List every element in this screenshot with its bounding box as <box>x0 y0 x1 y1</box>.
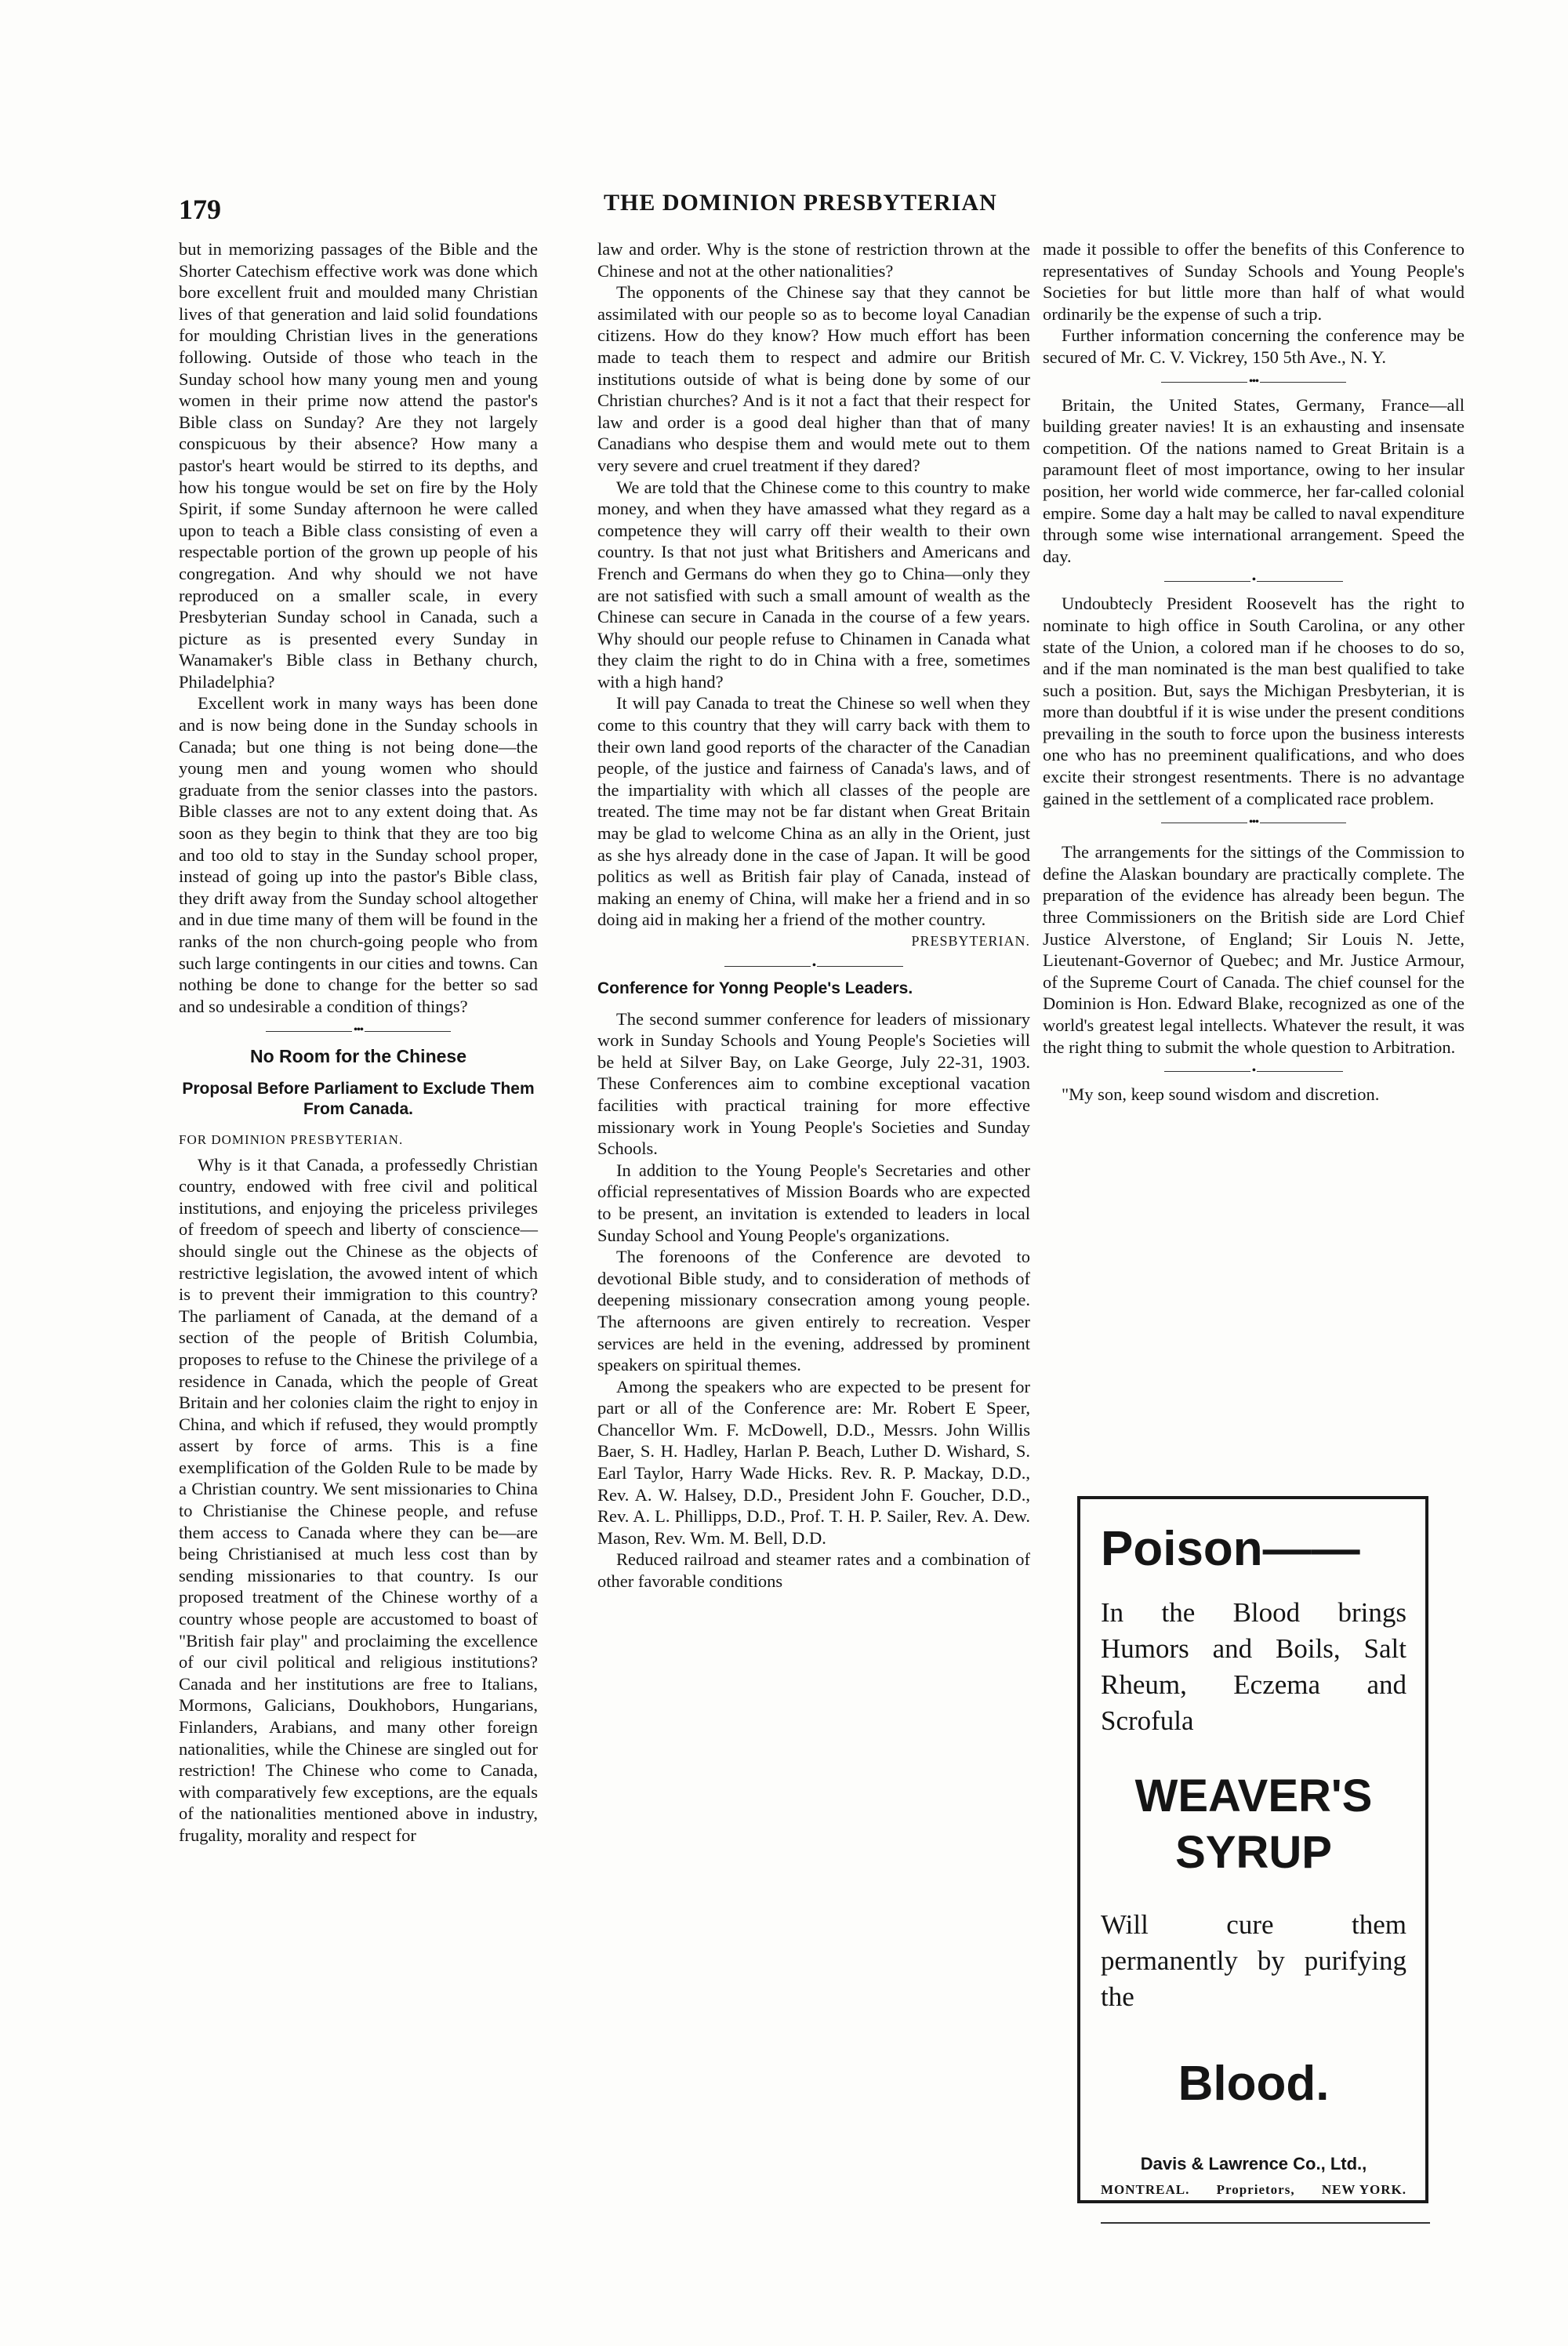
col1-paragraph-1: but in memorizing passages of the Bible and the Shorter Catechism effective work was done which bore excellent fruit and moulded many Christian lives of that generation and laid solid foundations for moulding Christian lives in the generations following. Outside of those who teach in the Sunday school how many young men and young women in their prime now attend the pastor's Bible class on Sunday? Are they not largely conspicuous by their absence? How many a pastor's heart would be stirred to its depths, and how his tongue would be set on fire by the Holy Spirit, if some Sunday afternoon he were called upon to teach a Bible class consisting of even a respectable portion of the grown up people of his congregation. And why should we not have reproduced on a smaller scale, in every Presbyterian Sunday school in Canada, such a picture as is presented every Sunday in Wanamaker's Bible class in Bethany church, Philadelphia? <box>179 239 538 692</box>
col2-paragraph-3: We are told that the Chinese come to this country to make money, and when they have amassed what they regard as a competence they will carry off their wealth to their own country. Is that not just what Britishers and Americans and French and Germans do when they go to China—only they are not satisfied with such a small amount of wealth as the Chinese can secure in Canada in the course of a few years. Why should our people refuse to Chinamen in Canada what they claim the right to do in China with a free, sometimes with a high hand? <box>597 477 1030 692</box>
ad-closing: Blood. <box>1178 2057 1330 2111</box>
ad-company: Davis & Lawrence Co., Ltd., <box>1140 2154 1367 2174</box>
running-head-title: THE DOMINION PRESBYTERIAN <box>604 190 997 216</box>
article-byline: FOR DOMINION PRESBYTERIAN. <box>179 1131 404 1147</box>
ad-footer <box>1101 2182 1406 2198</box>
col3-paragraph-4: Undoubtecly President Roosevelt has the right to nominate to high office in South Carolina, or any other state of the Union, a colored man if he chooses to do so, and if the man nominated is the man best qualified to take such a position. But, says the Michigan Presbyterian, it is more than doubtful if it is wise under the present conditions prevailing in the south to force upon the business interests one who has no preeminent qualifications, and who does excite their strongest resentments. There is no advantage gained in the settlement of a complicated race problem. <box>1043 594 1465 808</box>
ad-body-2: Will cure them permanently by purifying the <box>1101 1909 1406 2012</box>
section-separator: • <box>597 962 1030 971</box>
page-number: 179 <box>179 194 221 225</box>
ad-body-1: In the Blood brings Humors and Boils, Salt Rheum, Eczema and Scrofula <box>1101 1597 1406 1736</box>
section-separator: • <box>1043 1067 1465 1076</box>
article-subheading-chinese: Proposal Before Parliament to Exclude Them From Canada. <box>182 1079 535 1118</box>
ad-city-right: NEW YORK. <box>1321 2182 1406 2197</box>
column-1 <box>179 238 538 1847</box>
col2-paragraph-1: law and order. Why is the stone of restriction thrown at the Chinese and not at the other nationalities? <box>597 239 1030 281</box>
col3-paragraph-1: made it possible to offer the benefits of this Conference to representatives of Sunday Schools and Young People's Societies for but little more than half of what would ordinarily be the expense of such a trip. <box>1043 239 1465 324</box>
ad-city-left: MONTREAL. <box>1101 2182 1190 2197</box>
ad-product-name-2: SYRUP <box>1175 1827 1332 1878</box>
col2-paragraph-5: The second summer conference for leaders of missionary work in Sunday Schools and Young People's Societies will be held at Silver Bay, on Lake George, July 22-31, 1903. These Conferences aim to combine exceptional vacation facilities with practical training for more effective missionary work in Young People's Societies and Sunday Schools. <box>597 1008 1030 1159</box>
section-separator: • <box>1043 576 1465 585</box>
col2-paragraph-6: In addition to the Young People's Secretaries and other official representatives of Mission Boards who are expected to be present, an invitation is extended to leaders in local Sunday School and Young People's organizations. <box>597 1160 1030 1245</box>
article-heading-chinese: No Room for the Chinese <box>249 1046 466 1067</box>
col1-paragraph-3: Why is it that Canada, a professedly Christian country, endowed with free civil and political institutions, and enjoying the priceless privileges of freedom of speech and liberty of conscience—should single out the Chinese as the objects of restrictive legislation, the avowed intent of which is to prevent their immigration to this country? The parliament of Canada, at the demand of a section of the people of British Columbia, proposes to refuse to the Chinese the privilege of a residence in Canada, which the people of Great Britain and her colonies claim the right to enjoy in China, and which if refused, they would promptly assert by force of arms. This is a fine exemplification of the Golden Rule to be made by a Christian country. We sent missionaries to China to Christianise the Chinese people, and refuse them access to Canada where they can be—are being Christianised at much less cost than by sending missionaries to that country. Is our proposed treatment of the Chinese worthy of a country whose people are accustomed to boast of "British fair play" and proclaiming the excellence of our civil political and religious institutions? Canada and her institutions are free to Italians, Mormons, Galicians, Doukhobors, Hungarians, Finlanders, Arabians, and many other foreign nationalities, while the Chinese are singled out for restriction! The Chinese who come to Canada, with comparatively few exceptions, are the equals of the nationalities mentioned above in industry, frugality, morality and respect for <box>179 1154 538 1845</box>
col2-paragraph-4: It will pay Canada to treat the Chinese so well when they come to this country that they will carry back with them to their own land good reports of the character of the Canadian people, of the justice and fairness of Canada's laws, and of the impartiality with which all classes of the people are treated. The time may not be far distant when Great Britain may be glad to welcome China as an ally in the Orient, just as she hys already done in the case of Japan. It will be good politics as well as British fair play of Canada, instead of making an enemy of China, will make her a friend and in so doing aid in making her a friend of the mother country. <box>597 693 1030 930</box>
section-separator: ••• <box>1043 819 1465 827</box>
ad-headline: Poison—— <box>1101 1522 1360 1576</box>
col3-paragraph-6: "My son, keep sound wisdom and discretion. <box>1062 1084 1380 1105</box>
col1-paragraph-2: Excellent work in many ways has been done and is now being done in the Sunday schools in Canada; but one thing is not being done—the young men and young women who should graduate from the senior classes into the pastors. Bible classes are not to any extent doing that. As soon as they begin to think that they are too big and too old to stay in the Sunday school proper, instead of going up into the pastor's Bible class, they drift away from the Sunday school altogether and in due time many of them will be found in the ranks of the non church-going people who from such large contingents in our cities and towns. Can nothing be done to change for the better so sad and so undesirable a condition of things? <box>179 693 538 1016</box>
ad-proprietors: Proprietors, <box>1216 2182 1295 2197</box>
col2-paragraph-2: The opponents of the Chinese say that they cannot be assimilated with our people so as to become loyal Canadian citizens. How do they know? How much effort has been made to teach them to respect and admire our British institutions outside of what is being done by some of our Christian churches? And is it not a fact that their respect for law and order is a good deal higher than that of many Canadians who despise them and would mete out to them very severe and cruel treatment if they dared? <box>597 282 1030 475</box>
section-separator: ••• <box>1043 378 1465 387</box>
col2-paragraph-9: Reduced railroad and steamer rates and a combination of other favorable conditions <box>597 1549 1030 1592</box>
col2-paragraph-8: Among the speakers who are expected to be present for part or all of the Conference are: Mr. Robert E Speer, Chancellor Wm. F. McDowell, D.D., Messrs. John Willis Baer, S. H. Hadley, Harlan P. Beach, Luther D. Wishard, S. Earl Taylor, Harry Wade Hicks. Rev. R. P. Mackay, D.D., Rev. A. W. Halsey, D.D., President John F. Goucher, D.D., Rev. A. L. Phillipps, D.D., Prof. T. H. P. Sailer, Rev. A. Dew. Mason, Rev. Wm. M. Bell, D.D. <box>597 1376 1030 1548</box>
section-separator: ••• <box>179 1026 538 1035</box>
article-heading-conference: Conference for Yonng People's Leaders. <box>597 979 913 997</box>
column-3 <box>1043 238 1465 1106</box>
ad-bottom-rule <box>1101 2222 1430 2224</box>
col3-paragraph-3: Britain, the United States, Germany, France—all building greater navies! It is an exhausting and insensate competition. Of the nations named to Great Britain is a paramount fleet of most importance, owing to her insular position, her world wide commerce, her far-called colonial empire. Some day a halt may be called to naval expenditure through some wise international arrangement. Speed the day. <box>1043 394 1465 566</box>
col2-paragraph-7: The forenoons of the Conference are devoted to devotional Bible study, and to consideration of methods of deepening missionary consecration among young people. The afternoons are given entirely to recreation. Vesper services are held in the evening, addressed by prominent speakers on spiritual themes. <box>597 1247 1030 1375</box>
col3-paragraph-2: Further information concerning the conference may be secured of Mr. C. V. Vickrey, 150 5th Ave., N. Y. <box>1043 325 1465 367</box>
ad-product-name-1: WEAVER'S <box>1134 1770 1373 1821</box>
article-signature: PRESBYTERIAN. <box>911 933 1030 949</box>
advertisement-weavers-syrup <box>1077 1496 1428 2203</box>
column-2 <box>597 238 1030 1592</box>
col3-paragraph-5: The arrangements for the sittings of the Commission to define the Alaskan boundary are practically complete. The preparation of the evidence has already been begun. The three Commissioners on the British side are Lord Chief Justice Alverstone, of England; Sir Louis N. Jette, Lieutenant-Governor of Quebec; and Mr. Justice Armour, of the Supreme Court of Canada. The chief counsel for the Dominion is Hon. Edward Blake, recognized as one of the world's greatest legal intellects. Whatever the result, it was the right thing to submit the whole question to Arbitration. <box>1043 842 1465 1057</box>
